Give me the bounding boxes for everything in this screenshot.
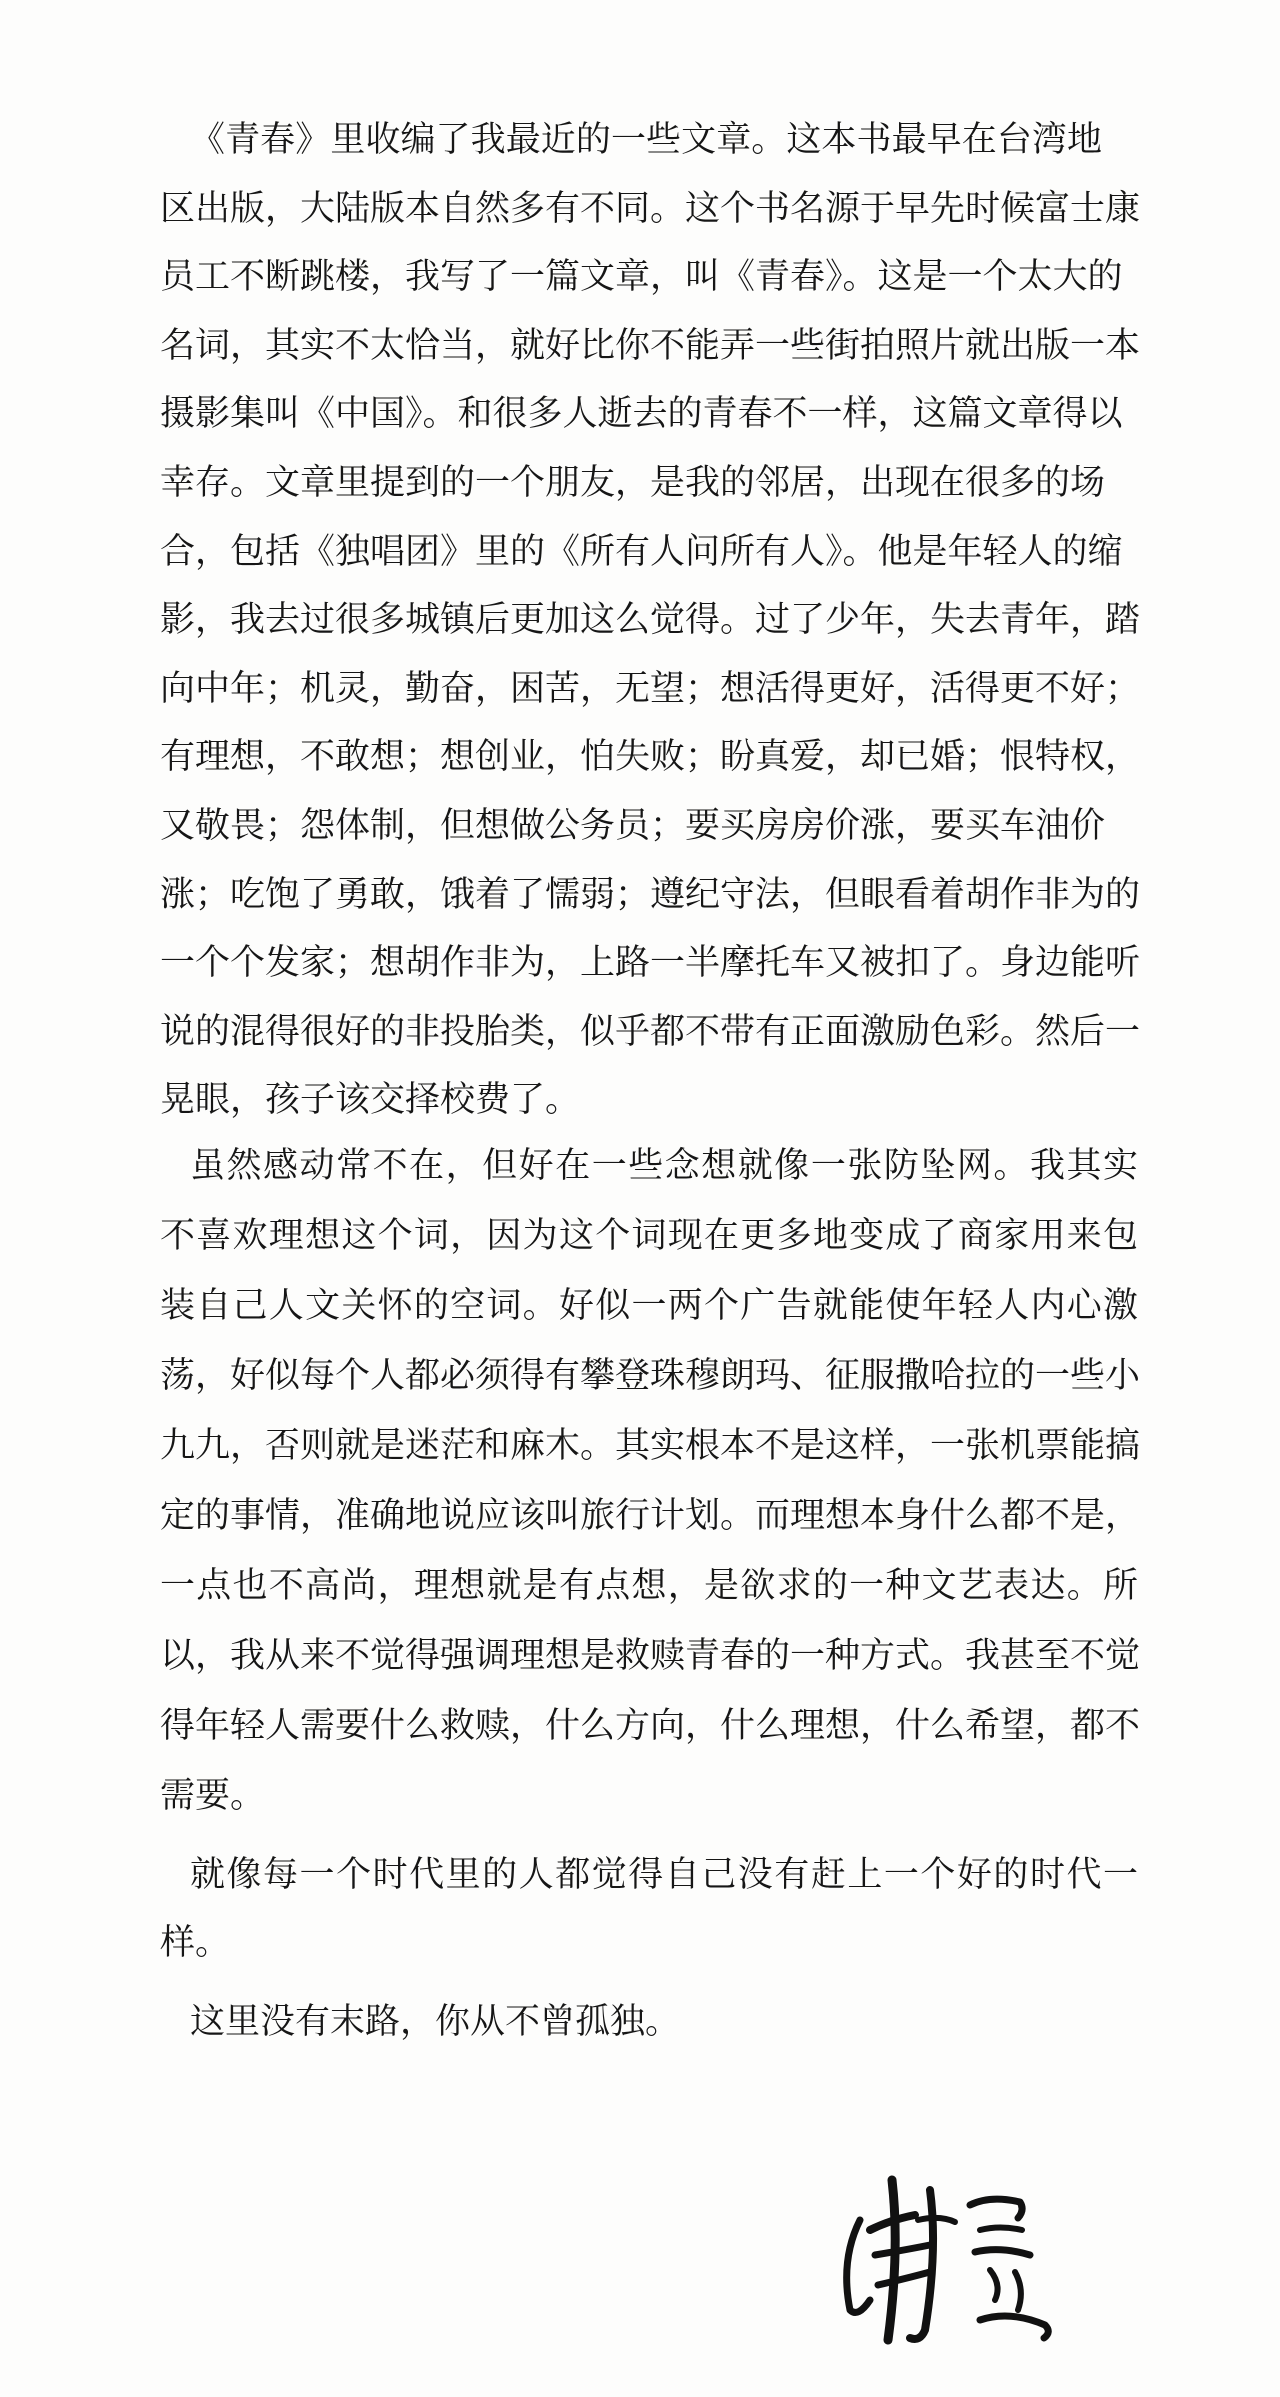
- text-line: 影，我去过很多城镇后更加这么觉得。过了少年，失去青年，踏: [160, 600, 1141, 641]
- text-line: 员工不断跳楼，我写了一篇文章，叫《青春》。这是一个太大的: [160, 257, 1123, 298]
- text-line: 得年轻人需要什么救赎，什么方向，什么理想，什么希望，都不: [160, 1706, 1141, 1746]
- text-line: 就像每一个时代里的人都觉得自己没有赶上一个好的时代一: [190, 1855, 1138, 1895]
- text-line: 晃眼，孩子该交择校费了。: [160, 1080, 581, 1121]
- paragraph-2: [160, 1131, 1141, 1831]
- text-line: 这里没有末路，你从不曾孤独。: [190, 2002, 681, 2042]
- text-line: 涨；吃饱了勇敢，饿着了懦弱；遵纪守法，但眼看着胡作非为的: [160, 874, 1141, 915]
- text-line: 一点也不高尚，理想就是有点想，是欲求的一种文艺表达。所: [160, 1566, 1138, 1606]
- text-line: 虽然感动常不在，但好在一些念想就像一张防坠网。我其实: [190, 1146, 1138, 1186]
- text-line: 样。: [160, 1923, 231, 1963]
- text-line: 摄影集叫《中国》。和很多人逝去的青春不一样，这篇文章得以: [160, 394, 1123, 435]
- text-line: 需要。: [160, 1776, 266, 1816]
- text-line: 合，包括《独唱团》里的《所有人问所有人》。他是年轻人的缩: [160, 531, 1123, 572]
- text-line: 又敬畏；怨体制，但想做公务员；要买房房价涨，要买车油价: [160, 805, 1106, 846]
- text-line: 有理想，不敢想；想创业，怕失败；盼真爱，却已婚；恨特权，: [160, 737, 1141, 778]
- text-line: 九九，否则就是迷茫和麻木。其实根本不是这样，一张机票能搞: [160, 1426, 1141, 1466]
- paragraph-3: [160, 1841, 1138, 1977]
- text-line: 不喜欢理想这个词，因为这个词现在更多地变成了商家用来包: [160, 1216, 1138, 1256]
- text-line: 名词，其实不太恰当，就好比你不能弄一些街拍照片就出版一本: [160, 325, 1141, 366]
- text-line: 荡，好似每个人都必须得有攀登珠穆朗玛、征服撒哈拉的一些小: [160, 1356, 1141, 1396]
- text-line: 《青春》里收编了我最近的一些文章。这本书最早在台湾地: [190, 120, 1102, 160]
- paragraph-4: [160, 1988, 1138, 2057]
- text-line: 说的混得很好的非投胎类，似乎都不带有正面激励色彩。然后一: [160, 1011, 1141, 1052]
- text-line: 一个个发家；想胡作非为，上路一半摩托车又被扣了。身边能听: [160, 943, 1141, 984]
- handwritten-signature: [830, 2160, 1080, 2350]
- paragraph-1: [160, 106, 1141, 1135]
- text-line: 区出版，大陆版本自然多有不同。这个书名源于早先时候富士康: [160, 188, 1141, 229]
- text-line: 装自己人文关怀的空词。好似一两个广告就能使年轻人内心激: [160, 1286, 1138, 1326]
- text-line: 定的事情，准确地说应该叫旅行计划。而理想本身什么都不是，: [160, 1496, 1141, 1536]
- text-line: 向中年；机灵，勤奋，困苦，无望；想活得更好，活得更不好；: [160, 668, 1141, 709]
- text-line: 以，我从来不觉得强调理想是救赎青春的一种方式。我甚至不觉: [160, 1636, 1141, 1676]
- text-line: 幸存。文章里提到的一个朋友，是我的邻居，出现在很多的场: [160, 462, 1106, 503]
